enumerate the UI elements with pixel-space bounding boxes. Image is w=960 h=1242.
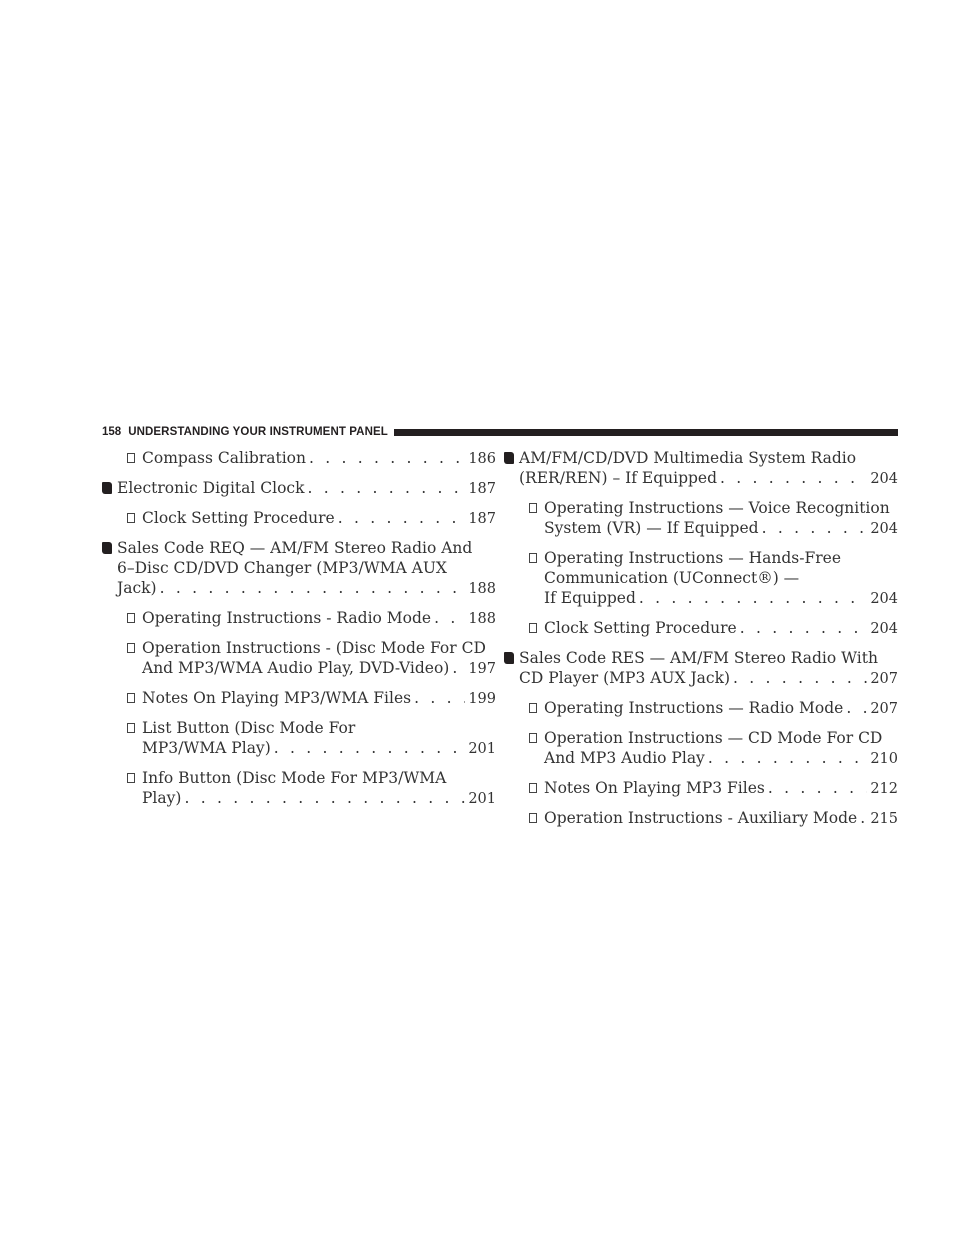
toc-entry-title: If Equipped (544, 589, 636, 607)
toc-entry-title: (RER/REN) – If Equipped (519, 469, 718, 487)
box-bullet-icon (529, 623, 537, 633)
box-bullet-icon (529, 553, 537, 563)
toc-entry-title: Operating Instructions - Radio Mode (142, 609, 432, 627)
toc-page-number: 197 (468, 661, 496, 677)
toc-entry[interactable] (504, 448, 898, 489)
toc-entry-title: Jack) (117, 579, 157, 597)
toc-entry-line (142, 658, 496, 679)
toc-page-number: 188 (468, 611, 496, 627)
toc-entry-line (544, 618, 898, 639)
toc-page-number: 212 (870, 781, 898, 797)
dot-leader (720, 468, 867, 488)
toc-entry-title: Clock Setting Procedure (142, 509, 335, 527)
square-bullet-icon (504, 452, 514, 464)
toc-page-number: 187 (468, 481, 496, 497)
toc-left-column (102, 448, 496, 818)
dot-leader (414, 688, 465, 708)
toc-entry-line (544, 588, 898, 609)
toc-entry-title: MP3/WMA Play) (142, 739, 271, 757)
toc-entry[interactable] (102, 508, 496, 529)
box-bullet-icon (127, 513, 135, 523)
section-title: UNDERSTANDING YOUR INSTRUMENT PANEL (128, 426, 388, 438)
toc-entry-line (544, 498, 898, 518)
toc-entry[interactable] (102, 448, 496, 469)
toc-page-number: 201 (468, 791, 496, 807)
header-rule (394, 429, 898, 436)
dot-leader (338, 508, 466, 528)
box-bullet-icon (529, 703, 537, 713)
toc-entry-line (142, 508, 496, 529)
toc-entry[interactable] (504, 648, 898, 689)
square-bullet-icon (504, 652, 514, 664)
dot-leader (846, 698, 867, 718)
toc-entry-title: Operation Instructions — CD Mode For CD (544, 729, 883, 747)
toc-page-number: 187 (468, 511, 496, 527)
toc-entry-title: Communication (UConnect®) — (544, 569, 800, 587)
toc-entry-title: Compass Calibration (142, 449, 306, 467)
toc-entry[interactable] (102, 688, 496, 709)
box-bullet-icon (529, 813, 537, 823)
dot-leader (860, 808, 867, 828)
toc-entry-line (544, 778, 898, 799)
toc-entry-title: 6–Disc CD/DVD Changer (MP3/WMA AUX (117, 559, 447, 577)
toc-page-number: 215 (870, 811, 898, 827)
toc-entry-line (519, 648, 898, 668)
toc-entry-line (519, 448, 898, 468)
toc-entry-title: Sales Code RES — AM/FM Stereo Radio With (519, 649, 878, 667)
dot-leader (639, 588, 867, 608)
toc-entry-line (142, 688, 496, 709)
box-bullet-icon (127, 613, 135, 623)
toc-entry-line (142, 638, 496, 658)
toc-entry[interactable] (504, 728, 898, 769)
toc-entry-title: Clock Setting Procedure (544, 619, 737, 637)
toc-entry-line (544, 518, 898, 539)
toc-entry[interactable] (504, 548, 898, 609)
square-bullet-icon (102, 482, 112, 494)
toc-entry[interactable] (102, 718, 496, 759)
toc-entry-title: Operating Instructions — Hands-Free (544, 549, 842, 567)
toc-entry-line (117, 538, 496, 558)
toc-entry-line (519, 468, 898, 489)
dot-leader (184, 788, 465, 808)
toc-entry-title: AM/FM/CD/DVD Multimedia System Radio (519, 449, 857, 467)
box-bullet-icon (529, 733, 537, 743)
toc-page-number: 199 (468, 691, 496, 707)
dot-leader (434, 608, 465, 628)
toc-entry-line (142, 788, 496, 809)
dot-leader (740, 618, 868, 638)
toc-entry-title: Operation Instructions - Auxiliary Mode (544, 809, 858, 827)
toc-entry-title: CD Player (MP3 AUX Jack) (519, 669, 731, 687)
toc-entry-title: Info Button (Disc Mode For MP3/WMA (142, 769, 447, 787)
box-bullet-icon (127, 773, 135, 783)
box-bullet-icon (127, 723, 135, 733)
toc-entry-line (544, 698, 898, 719)
dot-leader (733, 668, 867, 688)
toc-page-number: 201 (468, 741, 496, 757)
box-bullet-icon (529, 783, 537, 793)
toc-entry-title: Sales Code REQ — AM/FM Stereo Radio And (117, 539, 473, 557)
toc-entry-line (117, 478, 496, 499)
box-bullet-icon (127, 693, 135, 703)
dot-leader (768, 778, 867, 798)
toc-entry[interactable] (102, 768, 496, 809)
toc-entry-title: Electronic Digital Clock (117, 479, 305, 497)
dot-leader (309, 448, 465, 468)
toc-entry[interactable] (504, 618, 898, 639)
toc-entry-line (142, 718, 496, 738)
toc-entry-title: And MP3 Audio Play (544, 749, 705, 767)
square-bullet-icon (102, 542, 112, 554)
toc-entry-line (544, 808, 898, 829)
toc-entry-title: Operating Instructions — Voice Recognition (544, 499, 890, 517)
toc-entry[interactable] (102, 478, 496, 499)
toc-entry-line (142, 738, 496, 759)
dot-leader (274, 738, 466, 758)
toc-entry-title: System (VR) — If Equipped (544, 519, 759, 537)
page-number: 158 (102, 426, 122, 438)
toc-page-number: 186 (468, 451, 496, 467)
toc-page-number: 207 (870, 701, 898, 717)
toc-entry-title: Operating Instructions — Radio Mode (544, 699, 844, 717)
toc-entry[interactable] (504, 498, 898, 539)
toc-page-number: 204 (870, 591, 898, 607)
toc-entry-line (544, 548, 898, 568)
toc-entry-line (142, 768, 496, 788)
dot-leader (762, 518, 868, 538)
box-bullet-icon (127, 453, 135, 463)
toc-entry-line (544, 728, 898, 748)
toc-entry-line (142, 608, 496, 629)
toc-entry-title: Operation Instructions - (Disc Mode For CD (142, 639, 486, 657)
toc-page-number: 188 (468, 581, 496, 597)
toc-entry-line (519, 668, 898, 689)
toc-entry[interactable] (102, 538, 496, 599)
box-bullet-icon (127, 643, 135, 653)
toc-entry-line (544, 568, 898, 588)
toc-page-number: 204 (870, 521, 898, 537)
toc-entry-line (117, 558, 496, 578)
toc-entry-title: Play) (142, 789, 182, 807)
page-header (102, 422, 898, 442)
toc-page-number: 204 (870, 621, 898, 637)
toc-entry[interactable] (504, 698, 898, 719)
toc-page-number: 207 (870, 671, 898, 687)
toc-entry-title: Notes On Playing MP3 Files (544, 779, 765, 797)
toc-entry-title: And MP3/WMA Audio Play, DVD-Video) (142, 659, 450, 677)
dot-leader (307, 478, 465, 498)
dot-leader (452, 658, 465, 678)
toc-entry-title: List Button (Disc Mode For (142, 719, 356, 737)
toc-entry[interactable] (504, 778, 898, 799)
toc-page-number: 210 (870, 751, 898, 767)
toc-entry[interactable] (504, 808, 898, 829)
toc-page-number: 204 (870, 471, 898, 487)
toc-entry-line (544, 748, 898, 769)
toc-entry[interactable] (102, 638, 496, 679)
dot-leader (708, 748, 868, 768)
toc-entry-line (142, 448, 496, 469)
toc-entry-title: Notes On Playing MP3/WMA Files (142, 689, 412, 707)
toc-entry-line (117, 578, 496, 599)
toc-right-column (504, 448, 898, 838)
box-bullet-icon (529, 503, 537, 513)
toc-entry[interactable] (102, 608, 496, 629)
dot-leader (160, 578, 466, 598)
